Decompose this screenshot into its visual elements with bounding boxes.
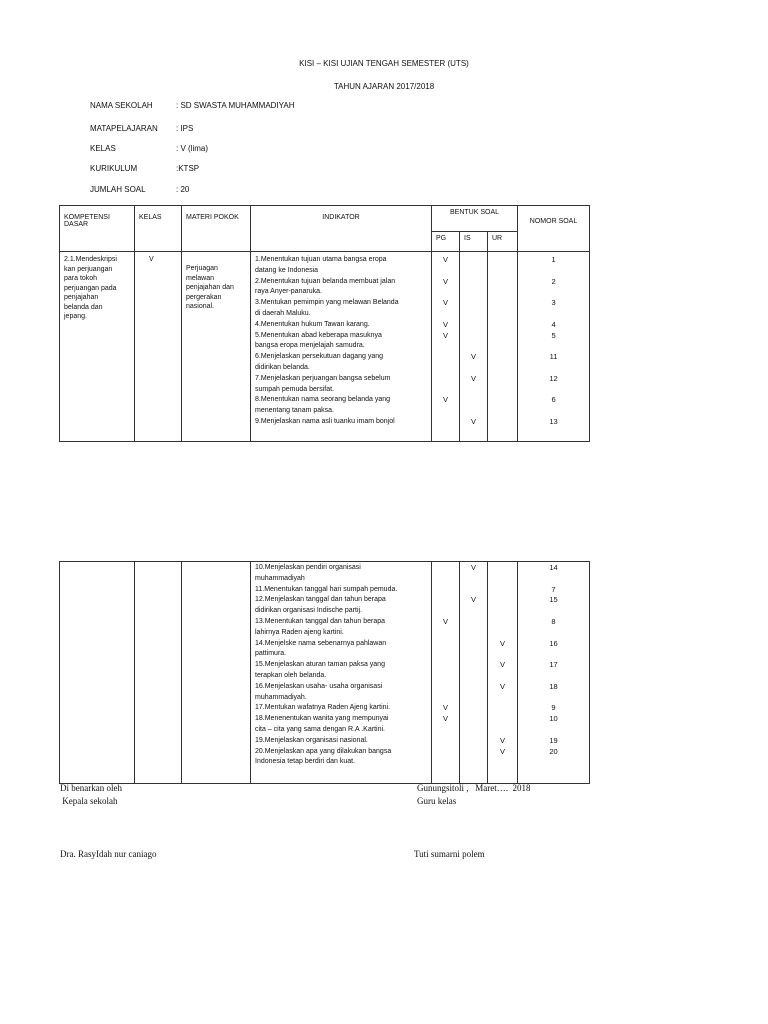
meta-value-school: : SD SWASTA MUHAMMADIYAH — [176, 101, 295, 110]
pg-mark — [432, 660, 459, 671]
pg-mark — [432, 417, 459, 428]
is-mark — [460, 714, 487, 725]
indicator-line: 17.Mentukan wafatnya Raden Ajeng kartini. — [255, 704, 391, 712]
question-number: 3 — [551, 298, 556, 308]
ur-mark — [488, 617, 517, 628]
indicator-line: 15.Menjelaskan aturan taman paksa yang — [255, 661, 385, 669]
question-number: 12 — [549, 373, 558, 383]
meta-label-curriculum: KURIKULUM — [90, 164, 138, 173]
ur-mark — [488, 417, 517, 428]
question-number: 14 — [549, 563, 558, 572]
is-column — [460, 252, 488, 442]
question-number: 1 — [551, 255, 556, 264]
indicator-line: 4.Menentukan hukum Tawan karang. — [255, 320, 370, 328]
indicator-line: 20.Menjelaskan apa yang dilakukan bangsa — [255, 747, 392, 755]
pg-mark — [432, 352, 459, 363]
is-mark: V — [470, 352, 476, 362]
indicator-line: terapkan oleh belanda. — [255, 671, 327, 679]
indicator-line: datang ke Indonesia — [255, 266, 319, 274]
indicator-line: 16.Menjelaskan usaha- usaha organisasi — [255, 682, 383, 690]
is-mark: V — [470, 373, 476, 383]
meta-value-class: : V (lima) — [176, 144, 208, 153]
academic-year: TAHUN AJARAN 2017/2018 — [333, 82, 435, 91]
pg-column — [432, 562, 460, 784]
meta-value-curriculum: :KTSP — [176, 164, 200, 173]
header-ur: UR — [488, 232, 518, 252]
indicator-line: raya Anyer-panaruka. — [255, 288, 322, 296]
ur-mark — [488, 714, 517, 725]
principal-name: Dra. RasyIdah nur caniago — [60, 849, 157, 859]
indicator-line: Indonesia tetap berdiri dan kuat. — [255, 758, 356, 766]
question-number: 2 — [551, 276, 556, 286]
meta-label-class: KELAS — [90, 144, 116, 153]
pg-mark — [432, 747, 459, 758]
question-number: 18 — [549, 681, 558, 691]
grid-table-page1 — [59, 205, 590, 442]
indicator-line: muhammadiyah — [255, 574, 305, 582]
indikator-column — [251, 252, 432, 442]
is-mark — [460, 617, 487, 628]
indicator-line: 5.Menentukan abad keberapa masuknya — [255, 331, 382, 339]
question-number: 4 — [551, 319, 556, 329]
is-mark — [460, 255, 487, 266]
teacher-name: Tuti sumarni polem — [414, 849, 485, 859]
question-number: 7 — [551, 584, 556, 594]
is-mark — [460, 747, 487, 758]
indicator-line: 1.Menentukan tujuan utama bangsa eropa — [255, 256, 387, 263]
question-number: 9 — [551, 703, 556, 713]
header-indikator: INDIKATOR — [251, 206, 432, 252]
pg-mark: V — [442, 330, 448, 340]
pg-mark — [432, 639, 459, 650]
is-mark: V — [470, 416, 476, 426]
pg-mark: V — [442, 616, 448, 626]
indicator-line: bangsa eropa menjelajah samudra. — [255, 342, 365, 350]
materi-cell-empty — [182, 562, 251, 784]
ur-mark — [488, 277, 517, 288]
grid-table-page2 — [59, 561, 590, 784]
is-mark: V — [470, 595, 476, 605]
ur-column — [488, 562, 518, 784]
pg-mark: V — [442, 298, 448, 308]
pg-mark — [432, 374, 459, 385]
indicator-line: 2.Menentukan tujuan belanda membuat jalan — [255, 277, 396, 285]
question-number: 6 — [551, 395, 556, 405]
ur-mark — [488, 320, 517, 331]
approval-label: Di benarkan oleh — [60, 783, 122, 793]
indicator-line: 18.Menenentukan wanita yang mempunyai — [255, 715, 389, 723]
is-mark — [460, 331, 487, 342]
question-number: 5 — [551, 330, 556, 340]
indicator-line: 6.Menjelaskan persekutuan dagang yang — [255, 353, 384, 361]
indicator-line: muhammadiyah. — [255, 693, 307, 701]
header-kompetensi: KOMPETENSI DASAR — [60, 206, 135, 252]
place-date: Gunungsitoli , Maret…. 2018 — [417, 783, 531, 793]
meta-value-question-count: : 20 — [176, 185, 190, 194]
is-mark — [460, 585, 487, 596]
principal-label: Kepala sekolah — [60, 796, 118, 806]
pg-mark — [432, 585, 459, 596]
ur-column — [488, 252, 518, 442]
pg-column — [432, 252, 460, 442]
indicator-line: sumpah pemuda bersifat. — [255, 385, 334, 393]
meta-label-subject: MATAPELAJARAN — [90, 124, 158, 133]
indicator-line: didirikan organisasi Indische partij. — [255, 607, 362, 615]
pg-mark — [432, 736, 459, 747]
indicator-line: 10.Menjelaskan pendiri organisasi — [255, 564, 361, 571]
header-bentuk-soal: BENTUK SOAL — [432, 206, 518, 232]
pg-mark — [432, 682, 459, 693]
ur-mark — [488, 298, 517, 309]
header-is: IS — [460, 232, 488, 252]
ur-mark — [488, 563, 517, 574]
ur-mark: V — [499, 681, 505, 691]
materi-cell: Perjuagan melawan penjajahan dan pergerakan nasional. — [182, 252, 251, 442]
ur-mark — [488, 395, 517, 406]
question-number: 16 — [549, 638, 558, 648]
ur-mark: V — [499, 735, 505, 745]
question-number: 20 — [549, 746, 558, 756]
question-number: 8 — [551, 616, 556, 626]
pg-mark: V — [442, 395, 448, 405]
kelas-cell: V — [135, 252, 182, 442]
is-mark — [460, 298, 487, 309]
header-pg: PG — [432, 232, 460, 252]
ur-mark: V — [499, 638, 505, 648]
is-column — [460, 562, 488, 784]
kompetensi-cell: 2.1.Mendeskripsi kan perjuangan para tokoh perjuangan pada penjajahan belanda dan jepang. — [60, 252, 135, 442]
ur-mark — [488, 374, 517, 385]
meta-label-question-count: JUMLAH SOAL — [90, 185, 146, 194]
indicator-line: 12.Menjelaskan tanggal dan tahun berapa — [255, 596, 386, 604]
question-number: 17 — [549, 660, 558, 670]
question-number: 13 — [549, 416, 558, 426]
ur-mark: V — [499, 660, 505, 670]
ur-mark — [488, 352, 517, 363]
indicator-line: 7.Menjelaskan perjuangan bangsa sebelum — [255, 374, 391, 382]
ur-mark — [488, 255, 517, 266]
ur-mark — [488, 703, 517, 714]
document-title: KISI – KISI UJIAN TENGAH SEMESTER (UTS) — [299, 59, 469, 68]
question-number: 19 — [549, 735, 558, 745]
pg-mark: V — [442, 276, 448, 286]
is-mark — [460, 736, 487, 747]
is-mark: V — [470, 563, 476, 572]
is-mark — [460, 277, 487, 288]
pg-mark: V — [442, 703, 448, 713]
indicator-line: pattimura. — [255, 650, 287, 658]
is-mark — [460, 395, 487, 406]
indicator-line: lahirnya Raden ajeng kartini. — [255, 628, 344, 636]
indicator-line: 3.Mentukan pemimpin yang melawan Belanda — [255, 299, 399, 307]
indicator-line: 9.Menjelaskan nama asli tuanku imam bonjol — [255, 417, 395, 425]
ur-mark — [488, 585, 517, 596]
indicator-line: menentang tanam paksa. — [255, 407, 334, 415]
indicator-line: 11.Menentukan tanggal hari sumpah pemuda. — [255, 585, 398, 593]
is-mark — [460, 320, 487, 331]
meta-label-school: NAMA SEKOLAH — [90, 101, 153, 110]
is-mark — [460, 682, 487, 693]
ur-mark — [488, 331, 517, 342]
pg-mark: V — [442, 319, 448, 329]
teacher-label: Guru kelas — [417, 796, 457, 806]
indicator-line: 14.Menjelske nama sebenarnya pahlawan — [255, 639, 387, 647]
indicator-line: didirikan belanda. — [255, 363, 310, 371]
meta-value-subject: : IPS — [176, 124, 194, 133]
pg-mark: V — [442, 714, 448, 724]
pg-mark: V — [442, 255, 448, 264]
question-number: 15 — [549, 595, 558, 605]
kompetensi-cell-empty — [60, 562, 135, 784]
indicator-line: 19.Menjelaskan organisasi nasional. — [255, 736, 368, 744]
nomor-column — [518, 562, 590, 784]
is-mark — [460, 639, 487, 650]
question-number: 11 — [549, 352, 558, 362]
indicator-line: 13.Menentukan tanggal dan tahun berapa — [255, 617, 385, 625]
pg-mark — [432, 595, 459, 606]
indicator-line: cita – cita yang sama dengan R.A .Kartini. — [255, 725, 385, 733]
indicator-line: 8.Menentukan nama seorang belanda yang — [255, 396, 391, 404]
pg-mark — [432, 563, 459, 574]
nomor-column — [518, 252, 590, 442]
is-mark — [460, 703, 487, 714]
header-kelas: KELAS — [135, 206, 182, 252]
kelas-cell-empty — [135, 562, 182, 784]
indicator-line: di daerah Maluku. — [255, 309, 311, 317]
indikator-column — [251, 562, 432, 784]
header-nomor-soal: NOMOR SOAL — [518, 206, 590, 252]
header-materi: MATERI POKOK — [182, 206, 251, 252]
is-mark — [460, 660, 487, 671]
ur-mark: V — [499, 746, 505, 756]
ur-mark — [488, 595, 517, 606]
question-number: 10 — [549, 714, 558, 724]
